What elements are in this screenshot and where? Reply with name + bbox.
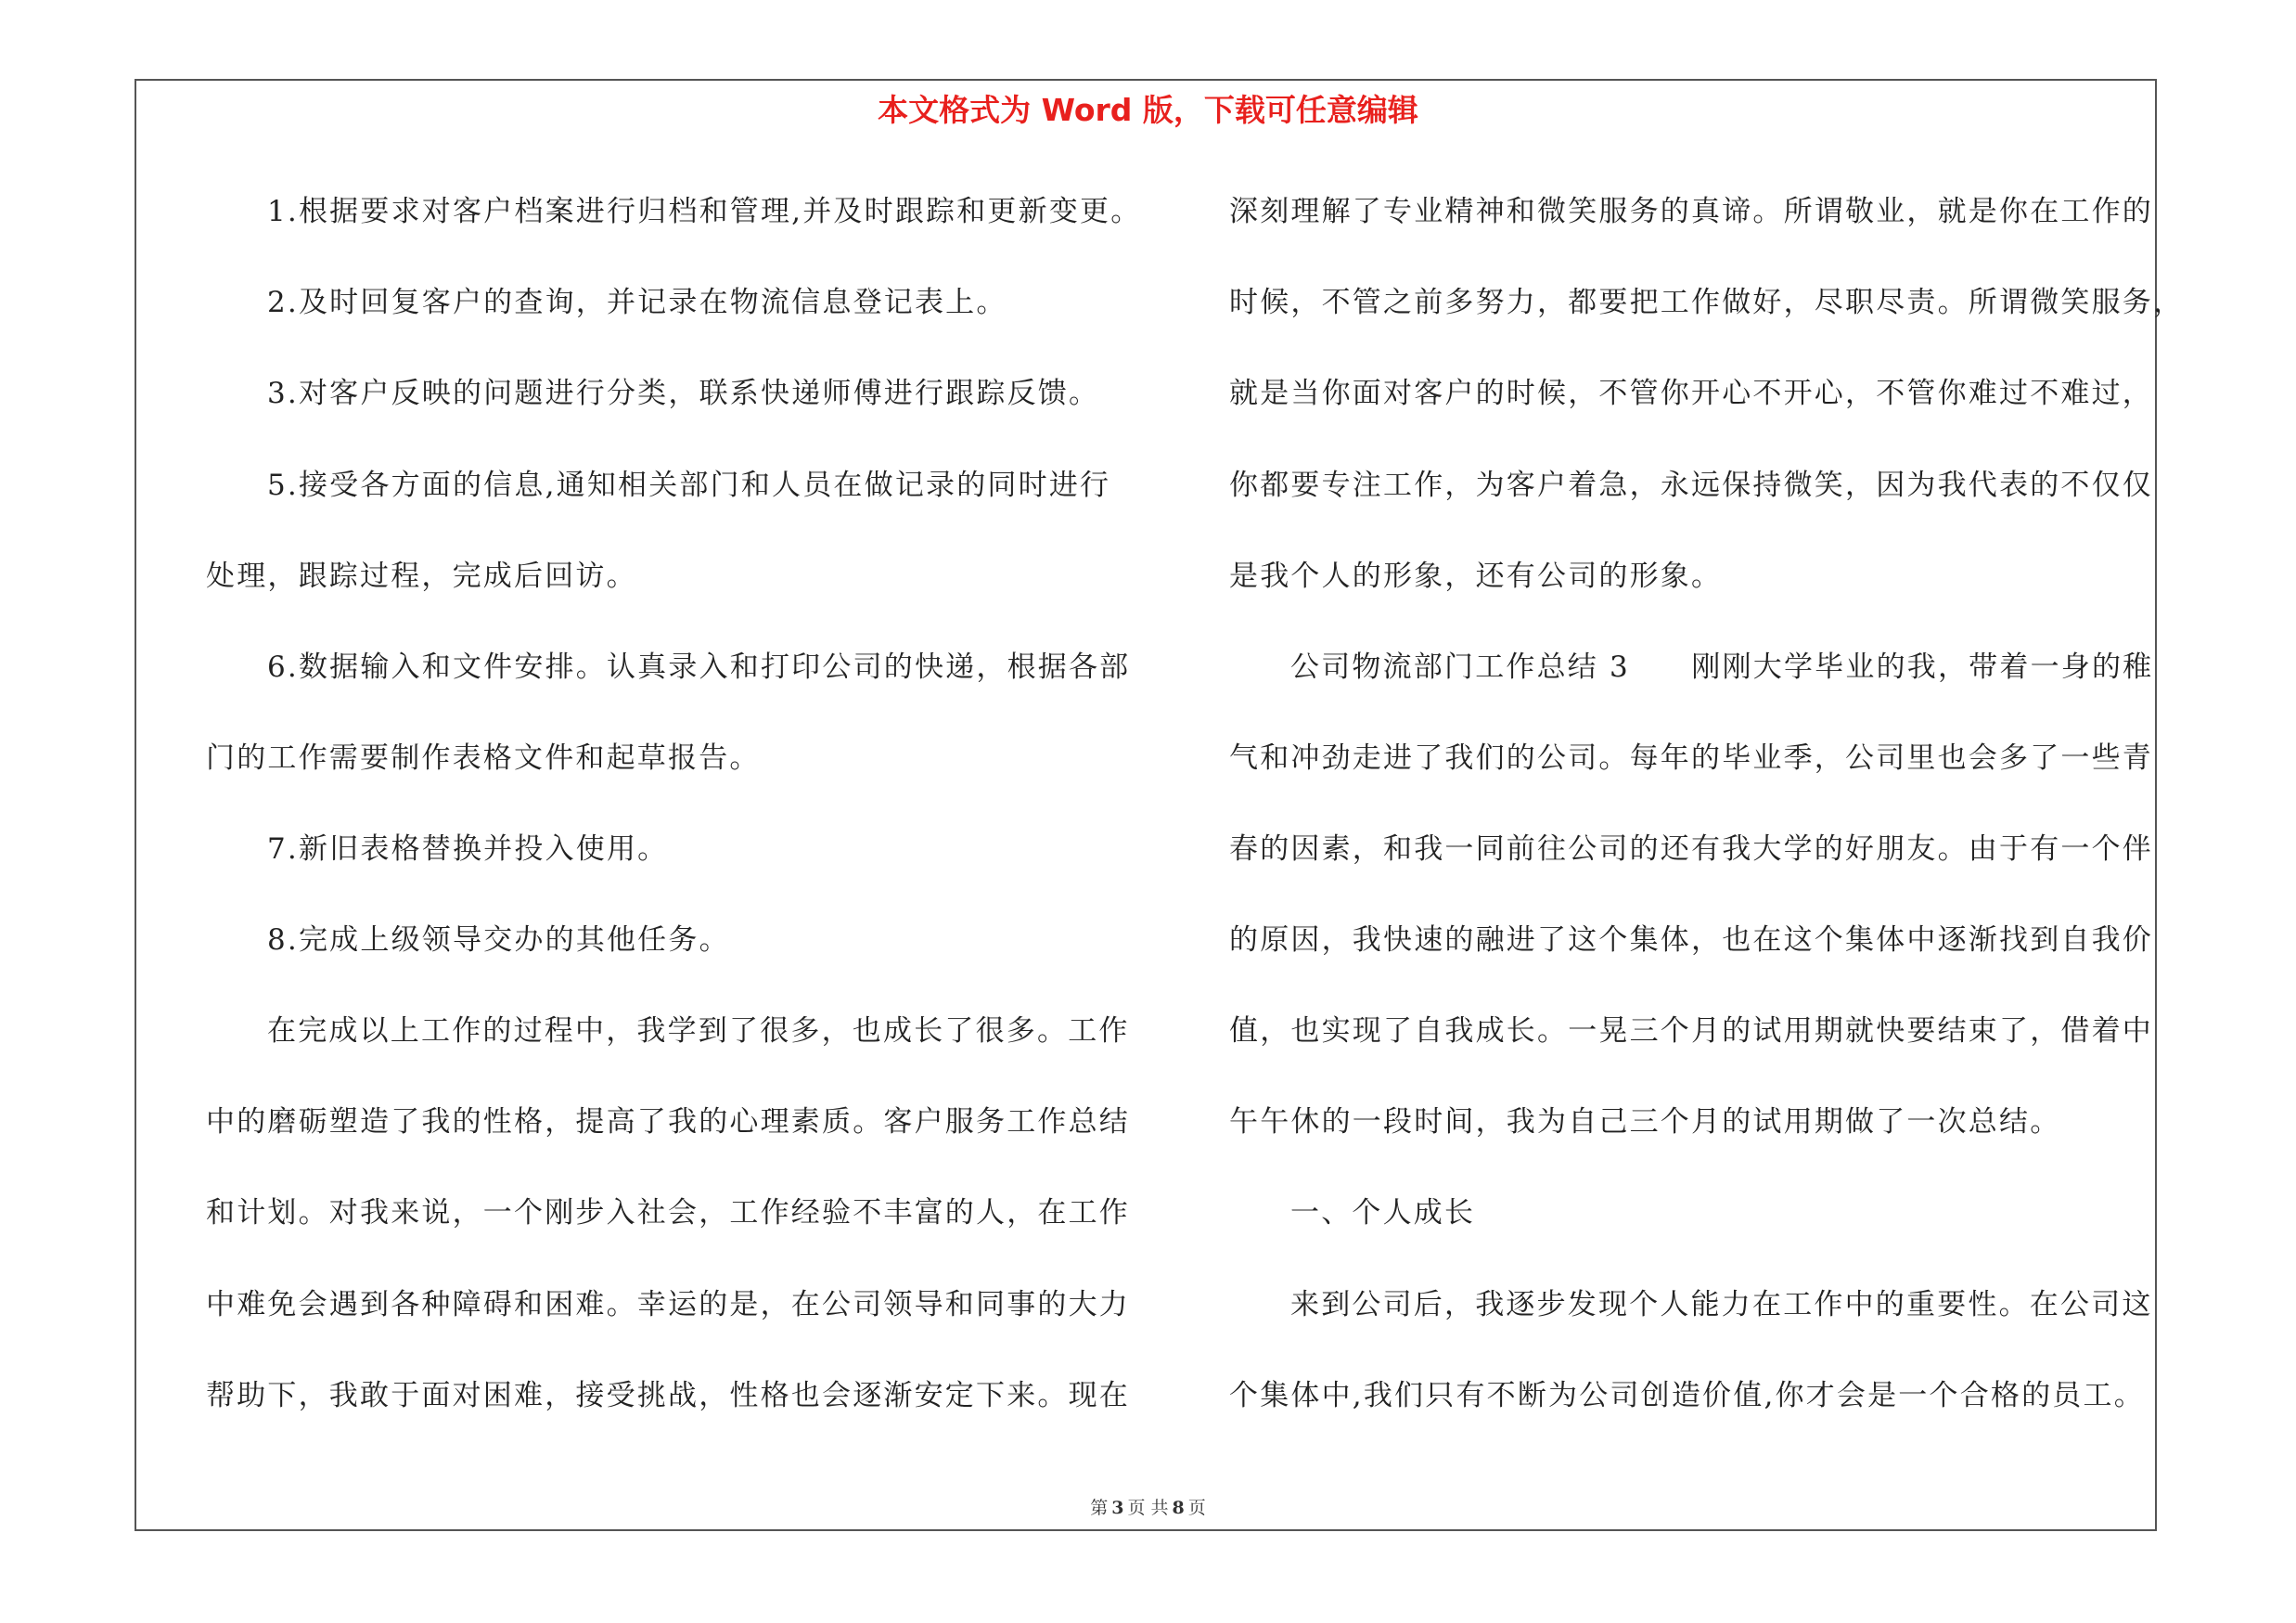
total-page-number: 8 (1172, 1498, 1185, 1518)
text-line: 来到公司后，我逐步发现个人能力在工作中的重要性。在公司这 (1290, 1288, 2153, 1321)
text-line: 深刻理解了专业精神和微笑服务的真谛。所谓敬业，就是你在工作的 (1229, 195, 2153, 228)
text-line: 时候，不管之前多努力，都要把工作做好，尽职尽责。所谓微笑服务， (1229, 286, 2185, 319)
text-line: 和计划。对我来说，一个刚步入社会，工作经验不丰富的人，在工作 (206, 1196, 1130, 1230)
text-line: 5.接受各方面的信息,通知相关部门和人员在做记录的同时进行 (267, 469, 1111, 502)
text-line: 个集体中,我们只有不断为公司创造价值,你才会是一个合格的员工。 (1229, 1379, 2145, 1412)
text-line: 6.数据输入和文件安排。认真录入和打印公司的快递，根据各部 (267, 650, 1131, 684)
text-line: 是我个人的形象，还有公司的形象。 (1229, 560, 1723, 593)
text-line: 1.根据要求对客户档案进行归档和管理,并及时跟踪和更新变更。 (267, 195, 1142, 228)
current-page-number: 3 (1111, 1498, 1124, 1518)
text-line: 帮助下，我敢于面对困难，接受挑战，性格也会逐渐安定下来。现在 (206, 1379, 1130, 1412)
text-line: 8.完成上级领导交办的其他任务。 (267, 923, 730, 957)
text-line: 就是当你面对客户的时候，不管你开心不开心，不管你难过不难过， (1229, 377, 2153, 410)
text-line: 你都要专注工作，为客户着急，永远保持微笑，因为我代表的不仅仅 (1229, 469, 2153, 502)
footer-prefix: 第 (1090, 1498, 1109, 1518)
text-line: 气和冲劲走进了我们的公司。每年的毕业季，公司里也会多了一些青 (1229, 741, 2153, 775)
section-heading-line: 公司物流部门工作总结 3 刚刚大学毕业的我，带着一身的稚 (1290, 650, 2154, 684)
text-line: 中的磨砺塑造了我的性格，提高了我的心理素质。客户服务工作总结 (206, 1105, 1130, 1139)
text-line: 春的因素，和我一同前往公司的还有我大学的好朋友。由于有一个伴 (1229, 832, 2153, 866)
page-footer (0, 1494, 2296, 1519)
text-line: 处理，跟踪过程，完成后回访。 (206, 560, 637, 593)
format-banner: 本文格式为 Word 版，下载可任意编辑 (878, 92, 1418, 128)
text-line: 值，也实现了自我成长。一晃三个月的试用期就快要结束了，借着中 (1229, 1014, 2153, 1048)
text-line: 7.新旧表格替换并投入使用。 (267, 832, 669, 866)
text-line: 的原因，我快速的融进了这个集体，也在这个集体中逐渐找到自我价 (1229, 923, 2153, 957)
text-line: 在完成以上工作的过程中，我学到了很多，也成长了很多。工作 (267, 1014, 1130, 1048)
text-line: 午午休的一段时间，我为自己三个月的试用期做了一次总结。 (1229, 1105, 2061, 1139)
footer-suffix: 页 (1187, 1498, 1206, 1518)
text-line: 2.及时回复客户的查询，并记录在物流信息登记表上。 (267, 286, 1007, 319)
text-line: 3.对客户反映的问题进行分类，联系快递师傅进行跟踪反馈。 (267, 377, 1100, 410)
text-line: 门的工作需要制作表格文件和起草报告。 (206, 741, 761, 775)
footer-middle: 页 共 (1127, 1498, 1169, 1518)
subheading-line: 一、个人成长 (1290, 1196, 1476, 1230)
text-line: 中难免会遇到各种障碍和困难。幸运的是，在公司领导和同事的大力 (206, 1288, 1130, 1321)
